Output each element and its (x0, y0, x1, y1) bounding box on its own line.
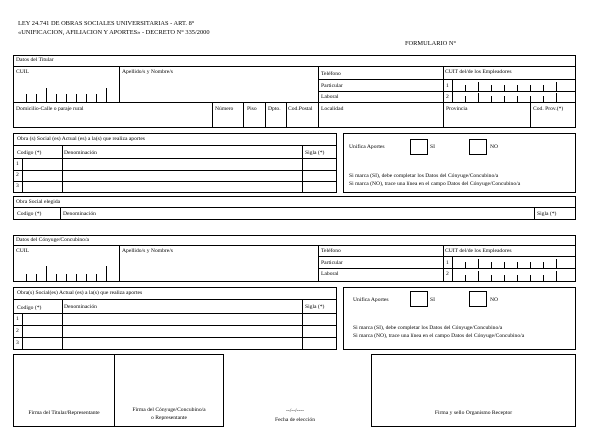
unifica-si-label: SI (430, 144, 435, 150)
os-titular-row-num: 3 (16, 183, 19, 189)
divider (286, 102, 287, 128)
divider (22, 313, 23, 350)
divider (443, 66, 444, 128)
unifica-si-label: SI (430, 297, 435, 303)
cuil-tick (56, 94, 57, 102)
divider (13, 102, 576, 103)
cuit-tick (517, 96, 518, 102)
divider (13, 66, 576, 67)
cuil-tick (66, 274, 67, 282)
firma-titular-label: Firma del Titular/Representante (28, 410, 100, 416)
cuil-tick (26, 274, 27, 282)
cuit-tick (517, 85, 518, 91)
divider (302, 299, 303, 350)
cuit-tick (478, 271, 479, 282)
unifica-note-no: Si marca (NO), trace una línea en el campo Datos del Cónyuge/Concubino/a (353, 333, 525, 339)
titular-title: Datos del Titular (16, 57, 54, 63)
os-elegida-denominacion: Denominación (63, 211, 96, 217)
cuil-tick (66, 94, 67, 102)
cuil-tick (76, 94, 77, 102)
os-titular-row-num: 2 (16, 172, 19, 178)
titular-localidad-label: Localidad (321, 106, 344, 112)
conyuge-title: Datos del Cónyuge/Concubino/a (16, 237, 90, 243)
cuit-tick (530, 262, 531, 268)
divider (534, 207, 535, 220)
firma-conyuge-label-2: o Representante (151, 415, 187, 421)
os-elegida-title: Obra Social elegida (16, 199, 61, 205)
cuit-tick (556, 259, 557, 268)
os-elegida-sigla: Sigla (*) (537, 211, 557, 217)
divider (60, 207, 61, 220)
conyuge-laboral-label: Laboral (321, 271, 339, 277)
cuit-tick (504, 262, 505, 268)
cuit-tick (491, 85, 492, 91)
divider (318, 79, 576, 80)
cuil-tick (96, 274, 97, 282)
cuit-tick (465, 85, 466, 91)
os-titular-row-num: 1 (16, 161, 19, 167)
firma-organismo-label: Firma y sello Organismo Receptor (434, 410, 513, 416)
titular-numero-label: Número (215, 106, 234, 112)
divider (119, 66, 120, 102)
cuil-tick (106, 266, 107, 282)
cuit-tick (465, 96, 466, 102)
divider (530, 102, 531, 128)
os-conyuge-row-num: 1 (16, 316, 19, 322)
unifica-no-label: NO (490, 297, 499, 303)
cuit-tick (543, 85, 544, 91)
cuit-tick (543, 262, 544, 268)
os-conyuge-row-num: 3 (16, 340, 19, 346)
conyuge-cuit-label: CUIT del/de los Empleadores (445, 248, 512, 254)
os-elegida-section (13, 196, 576, 220)
cuil-tick (86, 94, 87, 102)
unifica-note-si: Si marca (SI), debe completar los Datos del Cónyuge/Concubino/a (349, 173, 499, 179)
divider (243, 102, 244, 128)
unifica-no-checkbox[interactable] (469, 139, 487, 155)
divider (452, 256, 453, 282)
cuil-tick (46, 88, 47, 102)
cuit-tick (504, 275, 505, 282)
titular-dpto-label: Dpto. (268, 106, 281, 112)
cuil-tick (96, 94, 97, 102)
unifica-label: Unifica Aportes (353, 297, 389, 303)
cuit-tick (491, 275, 492, 282)
titular-row-1: 1 (446, 83, 449, 89)
os-conyuge-title: Obra(s) Social(es) Actual (es) a la(s) que realiza aportes (17, 290, 143, 296)
form-number-label: FORMULARIO N° (405, 40, 457, 47)
unifica-note-si: Si marca (SI), debe completar los Datos del Cónyuge/Concubino/a (353, 325, 503, 331)
titular-cuit-label: CUIT del/de los Empleadores (445, 69, 512, 75)
titular-laboral-label: Laboral (321, 94, 339, 100)
titular-piso-label: Piso (247, 106, 257, 112)
cuit-tick (517, 275, 518, 282)
os-titular-sigla-header: Sigla (*) (305, 150, 325, 156)
cuit-tick (556, 82, 557, 91)
cuit-tick (478, 82, 479, 91)
titular-telefono-label: Teléfono (321, 71, 341, 77)
fecha-label: Fecha de elección (274, 417, 316, 423)
divider (212, 102, 213, 128)
conyuge-row-1: 1 (446, 260, 449, 266)
divider (318, 245, 319, 282)
cuit-tick (556, 271, 557, 282)
cuit-tick (530, 275, 531, 282)
fecha-value[interactable]: --/--/---- (285, 408, 304, 414)
divider (318, 66, 319, 128)
conyuge-cuil-label: CUIL (16, 248, 30, 254)
cuit-tick (491, 262, 492, 268)
divider (318, 91, 576, 92)
titular-cod-postal-label: Cod.Postal (288, 106, 313, 112)
cuil-tick (106, 88, 107, 102)
cuil-tick (36, 94, 37, 102)
cuit-tick (504, 96, 505, 102)
cuil-tick (46, 266, 47, 282)
divider (452, 79, 453, 102)
cuil-tick (36, 274, 37, 282)
conyuge-telefono-label: Teléfono (321, 248, 341, 254)
os-conyuge-codigo-header: Codigo (*) (17, 305, 42, 311)
divider (265, 102, 266, 128)
titular-cuil-label: CUIL (16, 69, 30, 75)
os-conyuge-denominacion-header: Denominación (64, 304, 97, 310)
divider (443, 245, 444, 282)
titular-cod-prov-label: Cod. Prov.(*) (533, 106, 564, 112)
titular-domicilio-label: Domicilio-Calle o paraje rural (16, 106, 84, 112)
cuit-tick (478, 93, 479, 102)
unifica-note-no: Si marca (NO), trace una línea en el campo Datos del Cónyuge/Concubino/a (349, 181, 521, 187)
os-titular-denominacion-header: Denominación (64, 150, 97, 156)
os-titular-codigo-header: Codigo (*) (17, 150, 42, 156)
os-titular-title: Obra (s) Social (es) Actual (es) a la(s) que realiza aportes (17, 136, 145, 142)
cuil-tick (26, 94, 27, 102)
firma-conyuge-label: Firma del Cónyuge/Concubino/a (132, 407, 206, 413)
cuil-tick (86, 274, 87, 282)
cuil-tick (76, 274, 77, 282)
conyuge-row-2: 2 (446, 271, 449, 277)
os-conyuge-sigla-header: Sigla (*) (305, 304, 325, 310)
cuit-tick (491, 96, 492, 102)
titular-particular-label: Particular (321, 83, 343, 89)
titular-row-2: 2 (446, 94, 449, 100)
conyuge-apellidos-label: Apellido/s y Nombre/s (122, 248, 173, 254)
law-title: LEY 24.741 DE OBRAS SOCIALES UNIVERSITARIAS - ART. 8° (18, 20, 195, 27)
divider (22, 158, 23, 193)
cuit-tick (465, 262, 466, 268)
divider (62, 145, 63, 193)
titular-provincia-label: Provincia (446, 106, 468, 112)
cuit-tick (543, 275, 544, 282)
conyuge-particular-label: Particular (321, 260, 343, 266)
titular-apellidos-label: Apellido/s y Nombre/s (122, 69, 173, 75)
cuit-tick (478, 259, 479, 268)
divider (318, 268, 576, 269)
cuit-tick (556, 93, 557, 102)
cuit-tick (504, 85, 505, 91)
unifica-si-checkbox[interactable] (410, 139, 428, 155)
cuil-tick (56, 274, 57, 282)
unifica-no-checkbox[interactable] (469, 291, 487, 307)
unifica-label: Unifica Aportes (349, 144, 385, 150)
divider (13, 207, 576, 208)
os-conyuge-row-num: 2 (16, 328, 19, 334)
cuit-tick (517, 262, 518, 268)
cuit-tick (465, 275, 466, 282)
unifica-no-label: NO (490, 144, 499, 150)
divider (302, 145, 303, 193)
cuit-tick (530, 85, 531, 91)
cuit-tick (543, 96, 544, 102)
os-elegida-codigo: Codigo (*) (17, 211, 42, 217)
unifica-si-checkbox[interactable] (410, 291, 428, 307)
divider (119, 245, 120, 282)
divider (318, 256, 576, 257)
divider (13, 245, 576, 246)
law-subtitle: «UNIFICACION, AFILIACION Y APORTES» - DECRETO N° 335/2000 (18, 29, 210, 36)
divider (62, 299, 63, 350)
